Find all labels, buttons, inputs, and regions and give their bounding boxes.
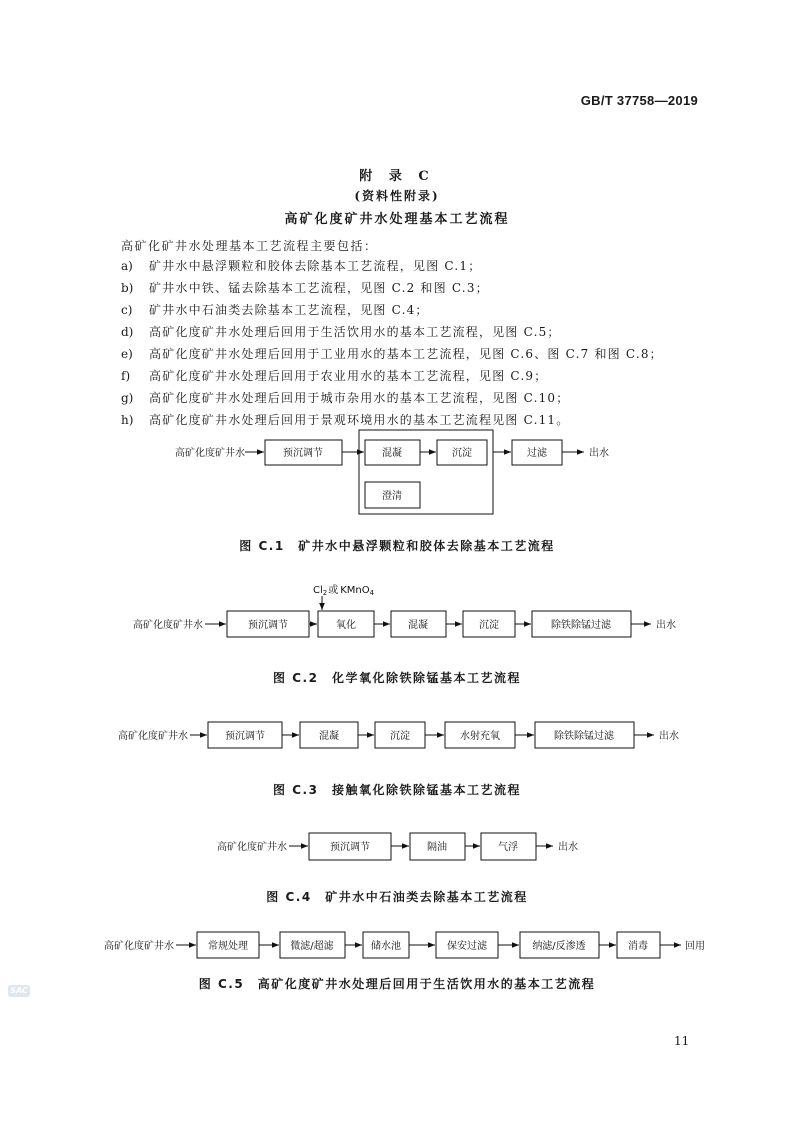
- c5-label-conv: 常规处理: [208, 941, 248, 952]
- list-item-text: 矿井水中铁、锰去除基本工艺流程，见图 C.2 和图 C.3；: [149, 281, 489, 295]
- list-item-text: 高矿化度矿井水处理后回用于景观环境用水的基本工艺流程见图 C.11。: [149, 413, 570, 427]
- figure-c5: [176, 932, 681, 958]
- c2-reagent-k: KMnO: [340, 585, 370, 596]
- list-marker: g): [121, 391, 134, 405]
- list-marker: h): [121, 413, 134, 427]
- c2-label-sed: 沉淀: [479, 620, 499, 631]
- c3-input-label: 高矿化度矿井水: [118, 731, 188, 742]
- c2-output-label: 出水: [656, 620, 676, 631]
- c2-reagent-label: [313, 583, 375, 597]
- c2-label-femn: 除铁除锰过滤: [551, 620, 611, 631]
- intro-paragraph: 高矿化矿井水处理基本工艺流程主要包括：: [121, 239, 378, 253]
- list-item-text: 矿井水中石油类去除基本工艺流程，见图 C.4；: [149, 303, 429, 317]
- c5-label-ro: 纳滤/反渗透: [532, 941, 586, 952]
- c1-label-sed: 沉淀: [452, 448, 472, 459]
- sac-watermark: SAC: [8, 985, 30, 997]
- c3-label-pre: 预沉调节: [225, 731, 265, 742]
- c2-reagent-or: 或: [328, 585, 339, 596]
- c1-group-box: [359, 430, 493, 514]
- figure-c3-caption: 图 C.3 接触氧化除铁除锰基本工艺流程: [273, 783, 521, 797]
- c1-label-clar: 澄清: [382, 491, 402, 502]
- appendix-title: 附 录 C: [359, 169, 435, 184]
- list-item-text: 高矿化度矿井水处理后回用于城市杂用水的基本工艺流程，见图 C.10；: [149, 391, 570, 405]
- page-number: 11: [674, 1034, 690, 1048]
- c5-label-safe: 保安过滤: [447, 941, 487, 952]
- c1-output-label: 出水: [589, 448, 609, 459]
- figure-c2-caption: 图 C.2 化学氧化除铁除锰基本工艺流程: [273, 671, 521, 685]
- figure-c1: [245, 430, 584, 514]
- c4-label-oil: 隔油: [427, 842, 447, 853]
- list-item-text: 矿井水中悬浮颗粒和胶体去除基本工艺流程，见图 C.1；: [149, 259, 482, 273]
- c2-label-pre: 预沉调节: [248, 620, 288, 631]
- c5-input-label: 高矿化度矿井水: [104, 941, 174, 952]
- list-marker: c): [121, 303, 133, 317]
- appendix-heading: 高矿化度矿井水处理基本工艺流程: [284, 212, 510, 227]
- c2-reagent-k-sub: 4: [369, 589, 375, 597]
- appendix-type: (资料性附录): [354, 189, 440, 203]
- c1-label-filter: 过滤: [527, 448, 547, 459]
- c2-reagent-cl: Cl: [313, 585, 323, 596]
- standard-number: GB/T 37758—2019: [580, 93, 698, 108]
- figure-c5-caption: 图 C.5 高矿化度矿井水处理后回用于生活饮用水的基本工艺流程: [198, 977, 596, 991]
- c2-reagent-cl-sub: 2: [322, 589, 328, 597]
- c5-label-dis: 消毒: [628, 941, 648, 952]
- list-item-text: 高矿化度矿井水处理后回用于生活饮用水的基本工艺流程，见图 C.5；: [149, 325, 561, 339]
- c5-label-tank: 储水池: [371, 941, 401, 952]
- c5-output-label: 回用: [685, 941, 705, 952]
- figure-c4-caption: 图 C.4 矿井水中石油类去除基本工艺流程: [266, 890, 528, 904]
- c3-label-femn: 除铁除锰过滤: [554, 731, 614, 742]
- c3-label-coag: 混凝: [319, 731, 339, 742]
- c2-label-ox: 氧化: [336, 620, 356, 631]
- c1-label-coag: 混凝: [382, 448, 402, 459]
- list-marker: b): [121, 281, 134, 295]
- c5-label-micro: 微滤/超滤: [290, 941, 334, 952]
- list-marker: a): [121, 259, 133, 273]
- c2-input-label: 高矿化度矿井水: [133, 620, 203, 631]
- c3-output-label: 出水: [659, 731, 679, 742]
- figure-c1-caption: 图 C.1 矿井水中悬浮颗粒和胶体去除基本工艺流程: [239, 539, 555, 553]
- c1-input-label: 高矿化度矿井水: [175, 448, 245, 459]
- list-marker: d): [121, 325, 134, 339]
- list-marker: f): [121, 369, 131, 383]
- c2-label-coag: 混凝: [408, 620, 428, 631]
- c4-label-flot: 气浮: [498, 842, 518, 853]
- c4-input-label: 高矿化度矿井水: [217, 842, 287, 853]
- list-marker: e): [121, 347, 133, 361]
- list-item-text: 高矿化度矿井水处理后回用于农业用水的基本工艺流程，见图 C.9；: [149, 369, 548, 383]
- c3-label-jet: 水射充氧: [460, 731, 500, 742]
- list-item-text: 高矿化度矿井水处理后回用于工业用水的基本工艺流程，见图 C.6、图 C.7 和图 C.8；: [149, 347, 663, 361]
- c4-label-pre: 预沉调节: [330, 842, 370, 853]
- c3-label-sed: 沉淀: [390, 731, 410, 742]
- c1-label-pre: 预沉调节: [283, 448, 323, 459]
- c4-output-label: 出水: [558, 842, 578, 853]
